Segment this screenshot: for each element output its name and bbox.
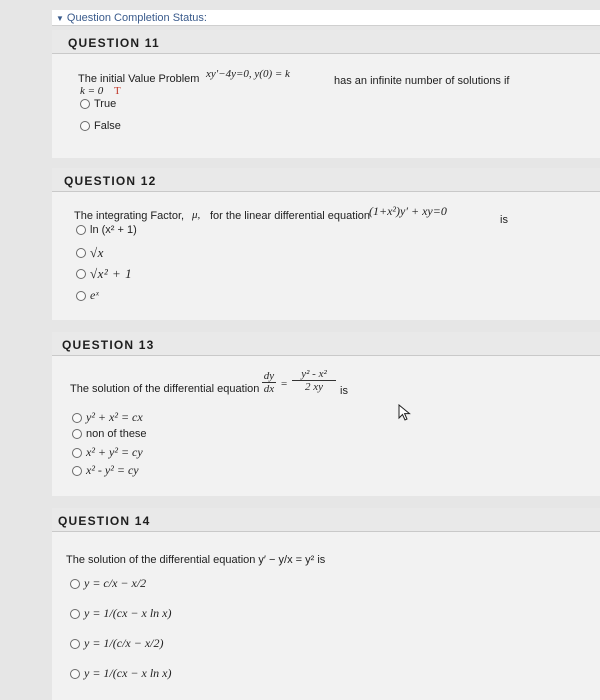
radio-button[interactable] xyxy=(76,291,86,301)
q13-dy-dx xyxy=(262,370,276,395)
question-13-body xyxy=(52,356,600,496)
question-13-header xyxy=(52,332,600,356)
q12-option-4[interactable] xyxy=(76,288,99,303)
q11-option-false[interactable] xyxy=(80,120,121,132)
q13-suffix: is xyxy=(340,385,348,397)
q11-suffix: has an infinite number of solutions if xyxy=(334,75,510,87)
option-label: eˣ xyxy=(90,288,99,302)
q13-denominator: 2 xy xyxy=(304,381,323,393)
question-13-title: QUESTION 13 xyxy=(62,338,155,352)
option-label: True xyxy=(94,98,117,110)
q13-option-4[interactable] xyxy=(72,463,139,478)
option-label: y = 1/(c/x − x/2) xyxy=(84,636,164,650)
q12-mu: μ, xyxy=(192,209,201,221)
question-11-title: QUESTION 11 xyxy=(68,36,160,50)
radio-button[interactable] xyxy=(70,609,80,619)
q13-dx: dx xyxy=(263,383,275,395)
q11-prompt: The initial Value Problem xyxy=(78,73,200,85)
q13-dy: dy xyxy=(263,370,275,382)
option-label: False xyxy=(94,120,121,132)
radio-button[interactable] xyxy=(72,429,82,439)
radio-button[interactable] xyxy=(72,413,82,423)
radio-button[interactable] xyxy=(70,639,80,649)
collapse-triangle-icon[interactable]: ▼ xyxy=(56,14,64,23)
option-label: y² + x² = cx xyxy=(86,410,143,424)
q13-rhs xyxy=(292,368,336,393)
question-11-body xyxy=(52,54,600,158)
question-12-title: QUESTION 12 xyxy=(64,174,157,188)
question-14-body xyxy=(52,532,600,700)
q12-option-1[interactable] xyxy=(76,224,137,236)
radio-button[interactable] xyxy=(76,225,86,235)
q13-option-3[interactable] xyxy=(72,445,143,460)
q13-numerator: y² - x² xyxy=(301,368,327,380)
mouse-pointer-icon xyxy=(398,404,412,422)
q14-option-1[interactable] xyxy=(70,576,146,591)
option-label: non of these xyxy=(86,428,147,440)
question-12-header xyxy=(52,168,600,192)
question-14-header xyxy=(52,508,600,532)
option-label: √x² + 1 xyxy=(90,266,133,281)
question-12-body xyxy=(52,192,600,320)
radio-button[interactable] xyxy=(76,269,86,279)
q12-suffix: is xyxy=(500,214,508,226)
q14-option-4[interactable] xyxy=(70,666,172,681)
q13-option-2[interactable] xyxy=(72,428,147,440)
question-11-header xyxy=(52,30,600,54)
q13-option-1[interactable] xyxy=(72,410,143,425)
q12-option-3[interactable] xyxy=(76,266,132,282)
radio-button[interactable] xyxy=(80,99,90,109)
q12-prompt2: for the linear differential equation xyxy=(210,210,371,222)
option-label: ln (x² + 1) xyxy=(90,224,137,236)
q12-option-2[interactable] xyxy=(76,245,104,261)
option-label: y = c/x − x/2 xyxy=(84,576,147,590)
q12-prompt: The integrating Factor, xyxy=(74,210,185,222)
q13-prompt: The solution of the differential equation xyxy=(70,383,260,395)
q13-equals: = xyxy=(281,378,288,390)
question-14-title: QUESTION 14 xyxy=(58,514,151,528)
radio-button[interactable] xyxy=(76,248,86,258)
question-completion-status[interactable] xyxy=(52,10,600,26)
option-label: √x xyxy=(90,245,104,260)
option-label: y = 1/(cx − x ln x) xyxy=(84,606,172,620)
q11-condition-mark: T xyxy=(114,85,121,97)
option-label: y = 1/(cx − x ln x) xyxy=(84,666,172,680)
option-label: x² + y² = cy xyxy=(86,445,143,459)
radio-button[interactable] xyxy=(70,669,80,679)
q12-equation: (1+x²)y′ + xy=0 xyxy=(369,204,447,218)
q14-prompt: The solution of the differential equation y′ − y/x = y² is xyxy=(66,554,326,566)
radio-button[interactable] xyxy=(72,466,82,476)
radio-button[interactable] xyxy=(72,448,82,458)
status-label: Question Completion Status: xyxy=(66,12,207,24)
radio-button[interactable] xyxy=(70,579,80,589)
q11-option-true[interactable] xyxy=(80,98,116,110)
q11-equation: xy′−4y=0, y(0) = k xyxy=(206,68,290,80)
radio-button[interactable] xyxy=(80,121,90,131)
q11-condition: k = 0 xyxy=(80,85,104,97)
option-label: x² - y² = cy xyxy=(86,463,139,477)
q14-option-3[interactable] xyxy=(70,636,164,651)
q14-option-2[interactable] xyxy=(70,606,172,621)
